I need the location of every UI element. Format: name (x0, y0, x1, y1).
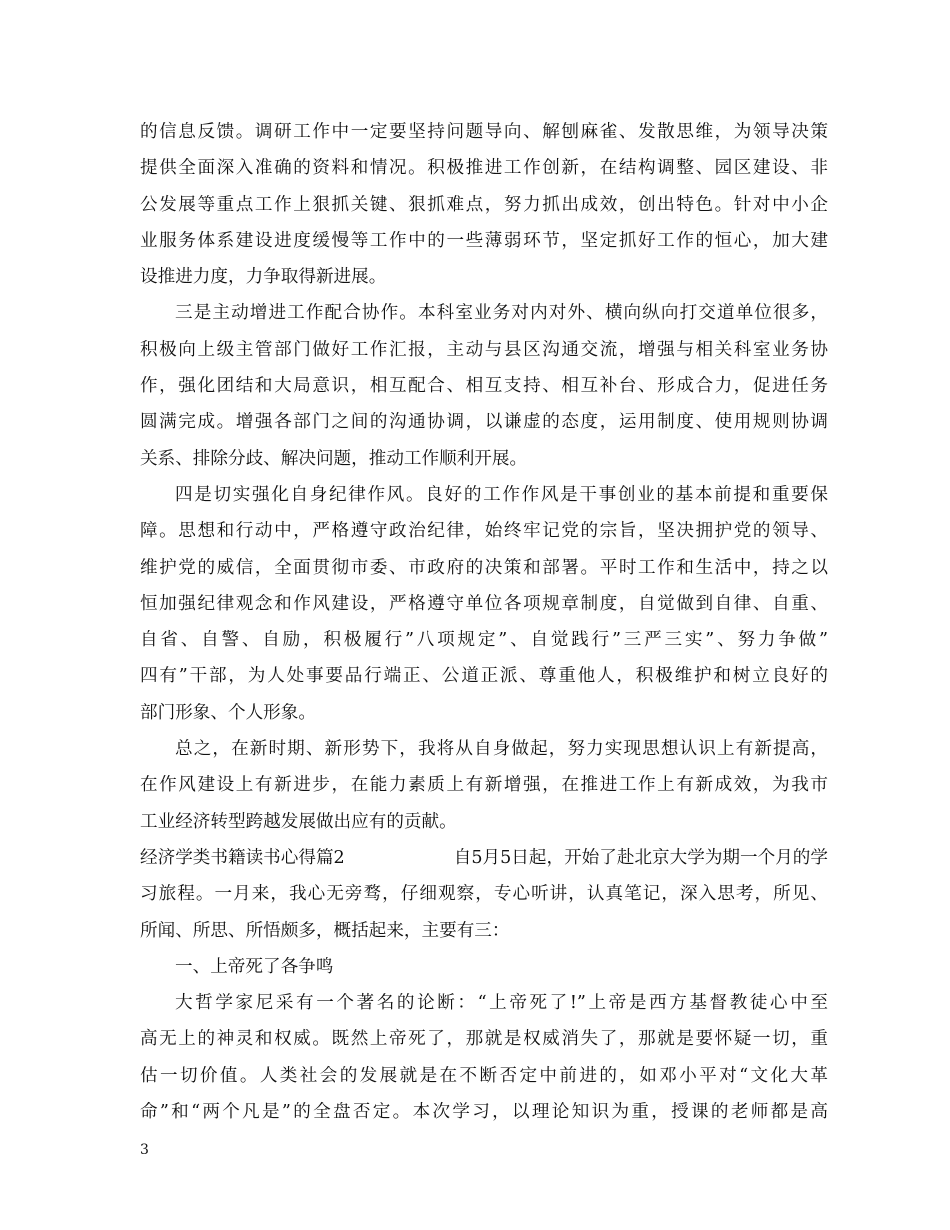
subheading: 一、上帝死了各争鸣 (175, 956, 334, 977)
text-line: 作，强化团结和大局意识，相互配合、相互支持、相互补台、形成合力，促进任务 (140, 376, 828, 397)
text-line: 业服务体系建设进度缓慢等工作中的一些薄弱环节，坚定抓好工作的恒心，加大建 (140, 230, 828, 251)
paragraph-4 (140, 731, 828, 840)
paragraph-1 (140, 114, 828, 295)
section-title-line (140, 840, 828, 876)
text-line: 部门形象、个人形象。 (140, 702, 316, 723)
text-line: 积极向上级主管部门做好工作汇报，主动与县区沟通交流，增强与相关科室业务协 (140, 339, 828, 360)
text-line: 圆满完成。增强各部门之间的沟通协调，以谦虚的态度，运用制度、使用规则协调 (140, 412, 828, 433)
text-line: 恒加强纪律观念和作风建设，严格遵守单位各项规章制度，自觉做到自律、自重、 (140, 593, 828, 614)
text-line: 在作风建设上有新进步，在能力素质上有新增强，在推进工作上有新成效，为我市 (140, 775, 828, 796)
section-title: 经济学类书籍读书心得篇2 (140, 847, 345, 868)
text-line: 工业经济转型跨越发展做出应有的贡献。 (140, 811, 457, 832)
text-line: 大哲学家尼采有一个著名的论断：“上帝死了!”上帝是西方基督教徒心中至 (175, 993, 828, 1014)
section-intro-start: 自5月5日起，开始了赴北京大学为期一个月的学 (453, 847, 828, 868)
text-line: 公发展等重点工作上狠抓关键、狠抓难点，努力抓出成效，创出特色。针对中小企 (140, 194, 828, 215)
document-body (140, 114, 828, 1130)
text-line: 习旅程。一月来，我心无旁骛，仔细观察，专心听讲，认真笔记，深入思考，所见、 (140, 884, 828, 905)
page-number: 3 (140, 1142, 149, 1158)
text-line: 障。思想和行动中，严格遵守政治纪律，始终牢记党的宗旨，坚决拥护党的领导、 (140, 521, 828, 542)
text-line: 维护党的威信，全面贯彻市委、市政府的决策和部署。平时工作和生活中，持之以 (140, 557, 828, 578)
text-line: 自省、自警、自励，积极履行”八项规定”、自觉践行”三严三实”、努力争做” (140, 630, 828, 651)
text-line: 所闻、所思、所悟颇多，概括起来，主要有三： (140, 920, 510, 941)
text-line: 命”和“两个凡是”的全盘否定。本次学习，以理论知识为重，授课的老师都是高 (140, 1102, 828, 1123)
text-line: 总之，在新时期、新形势下，我将从自身做起，努力实现思想认识上有新提高， (175, 739, 828, 760)
paragraph-2 (140, 295, 828, 476)
text-line: 的信息反馈。调研工作中一定要坚持问题导向、解刨麻雀、发散思维，为领导决策 (140, 122, 828, 142)
text-line: 关系、排除分歧、解决问题，推动工作顺利开展。 (140, 448, 528, 469)
text-line: 三是主动增进工作配合协作。本科室业务对内对外、横向纵向打交道单位很多， (175, 303, 828, 324)
text-line: 估一切价值。人类社会的发展就是在不断否定中前进的，如邓小平对“文化大革 (140, 1065, 828, 1086)
text-line: 四有”干部，为人处事要品行端正、公道正派、尊重他人，积极维护和树立良好的 (140, 666, 828, 687)
text-line: 提供全面深入准确的资料和情况。积极推进工作创新，在结构调整、园区建设、非 (140, 158, 828, 179)
paragraph-3 (140, 477, 828, 731)
section-2 (140, 840, 828, 1130)
text-line: 设推进力度，力争取得新进展。 (140, 267, 387, 288)
text-line: 高无上的神灵和权威。既然上帝死了，那就是权威消失了，那就是要怀疑一切，重 (140, 1029, 828, 1050)
text-line: 四是切实强化自身纪律作风。良好的工作作风是干事创业的基本前提和重要保 (175, 484, 828, 505)
